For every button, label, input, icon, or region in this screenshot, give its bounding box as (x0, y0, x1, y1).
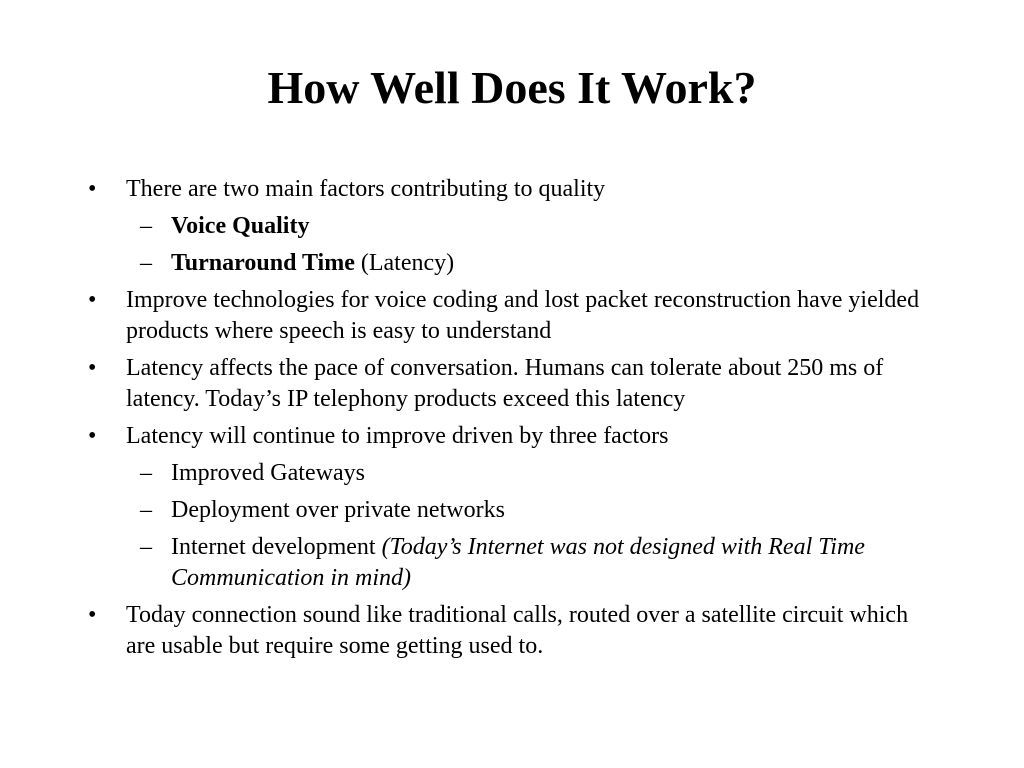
sub-bullet-item (0, 248, 951, 279)
bullet-marker: • (88, 355, 97, 381)
sub-bullet-text: (Latency) (354, 250, 455, 276)
bullet-item (0, 174, 926, 205)
bullet-text: There are two main factors contributing to quality (126, 176, 606, 202)
sub-bullet-item (0, 532, 951, 594)
dash-marker: – (140, 497, 152, 523)
sub-bullet-bold-text: Turnaround Time (171, 250, 355, 276)
sub-bullet-bold-text: Voice Quality (171, 213, 310, 239)
bullet-marker: • (88, 176, 97, 202)
slide-body (0, 174, 1024, 662)
sub-bullet-item (0, 211, 951, 242)
bullet-marker: • (88, 287, 97, 313)
dash-marker: – (140, 534, 152, 560)
bullet-text: Latency will continue to improve driven by three factors (126, 423, 669, 449)
sub-bullet-item (0, 458, 951, 489)
sub-bullet-text: Internet development (171, 534, 382, 560)
bullet-item (0, 421, 926, 452)
bullet-text: Today connection sound like traditional calls, routed over a satellite circuit which are usable but require some getting used to. (126, 602, 909, 659)
sub-bullet-italic-text: (Today’s Internet was not designed with Real Time Communication in mind) (171, 534, 865, 591)
bullet-text: Improve technologies for voice coding and lost packet reconstruction have yielded products where speech is easy to understand (126, 287, 920, 344)
dash-marker: – (140, 460, 152, 486)
dash-marker: – (140, 213, 152, 239)
sub-bullet-text: Improved Gateways (171, 460, 365, 486)
sub-bullet-item (0, 495, 951, 526)
bullet-marker: • (88, 602, 97, 628)
sub-bullet-text: Deployment over private networks (171, 497, 505, 523)
bullet-item (0, 600, 926, 662)
bullet-text: Latency affects the pace of conversation. Humans can tolerate about 250 ms of latency. Today’s IP telephony products exceed this latency (126, 355, 884, 412)
bullet-marker: • (88, 423, 97, 449)
bullet-item (0, 285, 926, 347)
dash-marker: – (140, 250, 152, 276)
slide-title: How Well Does It Work? (267, 62, 757, 113)
bullet-item (0, 353, 926, 415)
